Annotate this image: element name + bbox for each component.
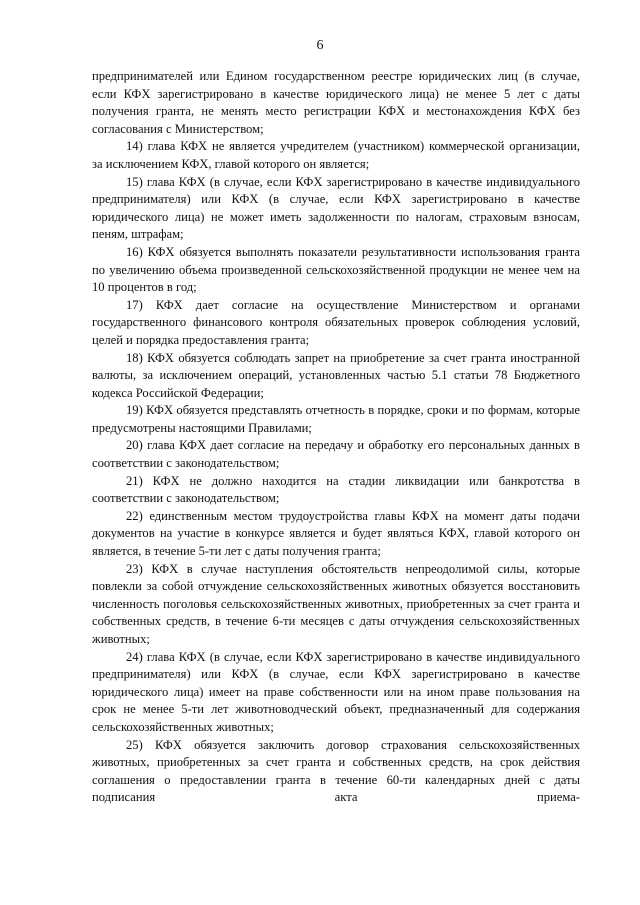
paragraph-item-19: 19) КФХ обязуется представлять отчетность в порядке, сроки и по формам, которые предусмотрены настоящими Правилами; (92, 403, 580, 435)
paragraph-item-17: 17) КФХ дает согласие на осуществление Министерством и органами государственного финансового контроля обязательных проверок соблюдения условий, целей и порядка предоставления гранта; (92, 297, 580, 347)
paragraph-item-16: 16) КФХ обязуется выполнять показатели результативности использования гранта по увеличению объема произведенной сельскохозяйственной продукции не менее чем на 10 процентов в год; (92, 244, 580, 295)
page-number: 6 (316, 38, 324, 53)
paragraph-item-21: 21) КФХ не должно находится на стадии ликвидации или банкротства в соответствии с законодательством; (92, 473, 580, 506)
paragraph-continuation: предпринимателей или Едином государственном реестре юридических лиц (в случае, если КФХ зарегистрировано в качестве юридического лица) не менее 5 лет с даты получения гранта, не менять место регистрации КФХ и местонахождения КФХ без согласования с Министерством; (92, 69, 580, 136)
paragraph-item-20: 20) глава КФХ дает согласие на передачу и обработку его персональных данных в соответствии с законодательством; (92, 438, 580, 471)
paragraph-item-14: 14) глава КФХ не является учредителем (участником) коммерческой организации, за исключением КФХ, главой которого он является; (92, 139, 580, 171)
paragraph-item-22: 22) единственным местом трудоустройства главы КФХ на момент даты подачи документов на участие в конкурсе является и будет являться КФХ, главой которого он является, в течение 5-ти лет с даты получения гранта; (92, 508, 580, 559)
paragraph-item-23: 23) КФХ в случае наступления обстоятельств непреодолимой силы, которые повлекли за собой отчуждение сельскохозяйственных животных обязуется восстановить численность поголовья сельскохозяйственных животных, приобретенных за счет гранта и собственных средств, в течение 6-ти месяцев с даты отчуждения сельскохозяйственных животных; (92, 561, 580, 646)
paragraph-item-18: 18) КФХ обязуется соблюдать запрет на приобретение за счет гранта иностранной валюты, за исключением операций, установленных частью 5.1 статьи 78 Бюджетного кодекса Российской Федерации; (92, 350, 580, 400)
paragraph-item-24: 24) глава КФХ (в случае, если КФХ зарегистрировано в качестве индивидуального предпринимателя) или КФХ (в случае, если КФХ зарегистрировано в качестве юридического лица) имеет на праве собственности или на ином праве пользования на срок не менее 5-ти лет животноводческий объект, предназначенный для содержания сельскохозяйственных животных; (92, 649, 580, 734)
paragraph-item-15: 15) глава КФХ (в случае, если КФХ зарегистрировано в качестве индивидуального предпринимателя) или КФХ (в случае, если КФХ зарегистрировано в качестве юридического лица) не может иметь задолженности по налогам, страховым взносам, пеням, штрафам; (92, 174, 580, 242)
document-body (92, 68, 580, 807)
paragraph-item-25: 25) КФХ обязуется заключить договор страхования сельскохозяйственных животных, приобретенных за счет гранта и собственных средств, на срок действия соглашения о предоставлении гранта в течение 60-ти календарных дней с даты подписания акта приема- (92, 737, 580, 805)
